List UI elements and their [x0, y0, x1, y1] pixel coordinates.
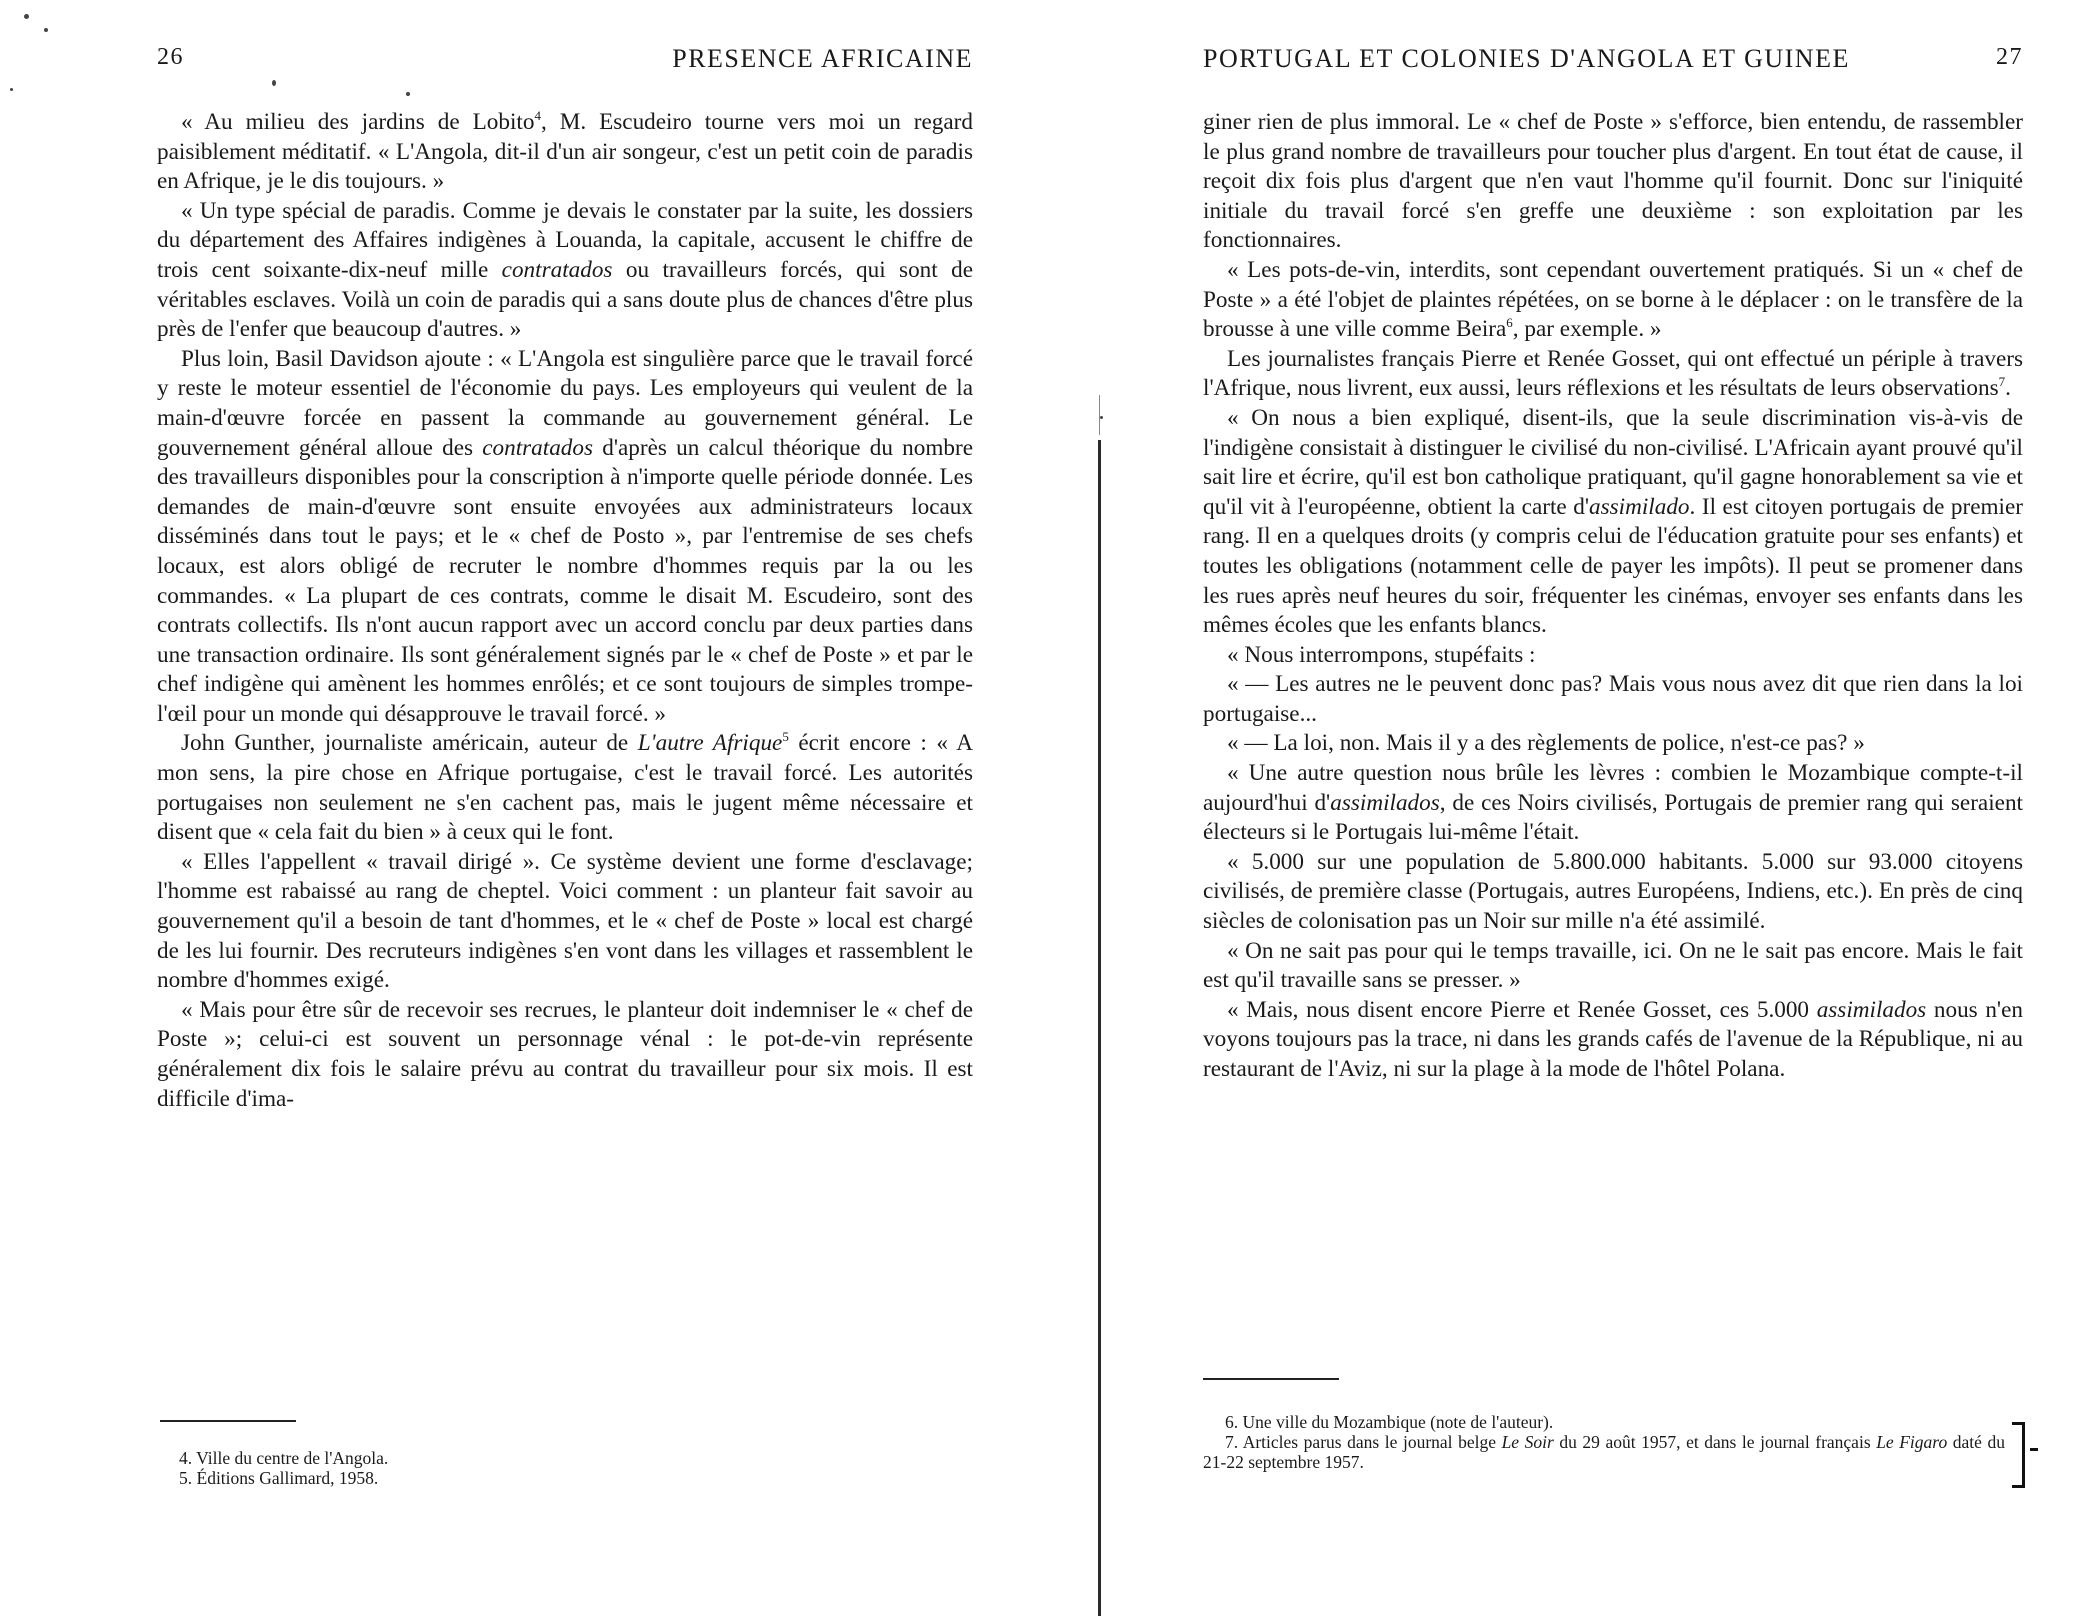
- scan-speck: [406, 92, 410, 96]
- left-body-text: [157, 108, 973, 1114]
- left-footnotes: [157, 1448, 973, 1488]
- book-gutter: [1098, 440, 1101, 1616]
- scan-speck: [272, 80, 276, 86]
- footnote-rule: [1203, 1378, 1339, 1380]
- right-footnotes: [1203, 1412, 2005, 1472]
- left-page-number: 26: [157, 44, 184, 70]
- footnote-7: 7. Articles parus dans le journal belge Le Soir du 29 août 1957, et dans le journal français Le Figaro daté du 21-22 septembre 1957.: [1203, 1432, 2005, 1472]
- footnote-5: 5. Éditions Gallimard, 1958.: [179, 1468, 379, 1488]
- gutter-shadow: [1099, 395, 1100, 435]
- paragraph: « Un type spécial de paradis. Comme je devais le constater par la suite, les dossiers du département des Affaires indigènes à Louanda, la capitale, accusent le chiffre de trois cent soixante-dix-neuf mille contratados ou travailleurs forcés, qui sont de véritables esclaves. Voilà un coin de paradis qui a sans doute plus de chances d'être plus près de l'enfer que beaucoup d'autres. »: [157, 197, 973, 343]
- scan-speck: [1100, 416, 1103, 419]
- right-page: [1203, 0, 2023, 1616]
- paragraph: « Nous interrompons, stupéfaits :: [1227, 641, 1536, 668]
- paragraph: « — La loi, non. Mais il y a des règlements de police, n'est-ce pas? »: [1227, 730, 1865, 757]
- footnote-ref-7: 7: [1998, 374, 2006, 390]
- paragraph: « On ne sait pas pour qui le temps travaille, ici. On ne le sait pas encore. Mais le fait est qu'il travaille sans se presser. »: [1203, 937, 2023, 994]
- paragraph: « Mais, nous disent encore Pierre et Renée Gosset, ces 5.000 assimilados nous n'en voyons toujours pas la trace, ni dans les grands cafés de l'avenue de la République, ni au restaurant de l'Aviz, ni sur la plage à la mode de l'hôtel Polana.: [1203, 996, 2023, 1082]
- paragraph: « 5.000 sur une population de 5.800.000 habitants. 5.000 sur 93.000 citoyens civilisés, de première classe (Portugais, autres Européens, Indiens, etc.). En près de cinq siècles de colonisation pas un Noir sur mille n'a été assimilé.: [1203, 848, 2023, 935]
- paragraph: « Au milieu des jardins de Lobito$^4$, M. Escudeiro tourne vers moi un regard paisiblement méditatif. « L'Angola, dit-il d'un air songeur, c'est un petit coin de paradis en Afrique, je le dis toujours. »: [157, 108, 973, 195]
- right-running-title: PORTUGAL ET COLONIES D'ANGOLA ET GUINEE: [1203, 44, 1850, 73]
- right-body-text: [1203, 108, 2023, 1085]
- paragraph: John Gunther, journaliste américain, auteur de L'autre Afrique$^5$ écrit encore : « A mon sens, la pire chose en Afrique portugaise, c'est le travail forcé. Les autorités portugaises non seulement ne s'en cachent pas, mais le jugent même nécessaire et disent que « cela fait du bien » à ceux qui le font.: [157, 729, 973, 846]
- paragraph: « On nous a bien expliqué, disent-ils, que la seule discrimination vis-à-vis de l'indigène consistait à distinguer le civilisé du non-civilisé. L'Africain ayant prouvé qu'il sait lire et écrire, qu'il est bon catholique pratiquant, qu'il gagne honorablement sa vie et qu'il vit à l'européenne, obtient la carte d'assimilado. Il est citoyen portugais de premier rang. Il en a quelques droits (y compris celui de l'éducation gratuite pour ses enfants) et toutes les obligations (notamment celle de payer les impôts). Il peut se promener dans les rues après neuf heures du soir, fréquenter les cinémas, envoyer ses enfants dans les mêmes écoles que les enfants blancs.: [1203, 404, 2023, 639]
- left-page: [157, 0, 973, 1616]
- scan-speck: [10, 88, 13, 91]
- left-running-title: PRESENCE AFRICAINE: [672, 44, 973, 73]
- left-running-header: [157, 44, 973, 80]
- scan-speck: [44, 28, 48, 32]
- paragraph: « Elles l'appellent « travail dirigé ». Ce système devient une forme d'esclavage; l'homme est rabaissé au rang de cheptel. Voici comment : un planteur fait savoir au gouvernement qu'il a besoin de tant d'hommes, et le « chef de Poste » local est chargé de les lui fournir. Des recruteurs indigènes s'en vont dans les villages et rassemblent le nombre d'hommes exigé.: [157, 848, 973, 994]
- paragraph: Plus loin, Basil Davidson ajoute : « L'Angola est singulière parce que le travail forcé y reste le moteur essentiel de l'économie du pays. Les employeurs qui veulent de la main-d'œuvre forcée en passent la commande au gouvernement général. Le gouvernement général alloue des contratados d'après un calcul théorique du nombre des travailleurs disponibles pour la conscription à n'importe quelle période donnée. Les demandes de main-d'œuvre sont ensuite envoyées aux administrateurs locaux disséminés dans tout le pays; et le « chef de Posto », par l'entremise de ses chefs locaux, est alors obligé de recruter le nombre d'hommes requis par la ou les commandes. « La plupart de ces contrats, comme le disait M. Escudeiro, sont des contrats collectifs. Ils n'ont aucun rapport avec un accord conclu par deux parties dans une transaction ordinaire. Ils sont généralement signés par le « chef de Poste » et par le chef indigène qui amènent les hommes enrôlés; et ce sont toujours de simples trompe-l'œil pour un monde qui désapprouve le travail forcé. »: [157, 345, 974, 727]
- footnote-ref-6: 6: [1506, 315, 1513, 331]
- footnote-rule: [160, 1420, 296, 1422]
- right-running-header: [1203, 44, 2023, 80]
- paragraph: Les journalistes français Pierre et Renée Gosset, qui ont effectué un périple à travers l'Afrique, nous livrent, eux aussi, leurs réflexions et les résultats de leurs observations$^7$.: [1203, 345, 2023, 402]
- scan-speck: [24, 14, 29, 19]
- footnote-ref-5: 5: [782, 729, 789, 745]
- paragraph: giner rien de plus immoral. Le « chef de Poste » s'efforce, bien entendu, de rassembler le plus grand nombre de travailleurs pour toucher plus d'argent. En tout état de cause, il reçoit dix fois plus d'argent que n'en vaut l'homme qu'il fournit. Donc sur l'iniquité initiale du travail forcé s'en greffe une deuxième : son exploitation par les fonctionnaires.: [1203, 109, 2023, 254]
- paragraph: « Les pots-de-vin, interdits, sont cependant ouvertement pratiqués. Si un « chef de Poste » a été l'objet de plaintes répétées, on se borne à le déplacer : on le transfère de la brousse à une ville comme Beira$^6$, par exemple. »: [1203, 256, 2023, 343]
- footnote-ref-4: 4: [534, 108, 541, 123]
- margin-bracket-mark: [2012, 1422, 2025, 1488]
- footnote-6: 6. Une ville du Mozambique (note de l'auteur).: [1225, 1412, 1554, 1432]
- paragraph: « Une autre question nous brûle les lèvres : combien le Mozambique compte-t-il aujourd'hui d'assimilados, de ces Noirs civilisés, Portugais de premier rang qui seraient électeurs si le Portugais lui-même l'était.: [1203, 760, 2023, 846]
- footnote-4: 4. Ville du centre de l'Angola.: [179, 1448, 389, 1468]
- right-page-number: 27: [1996, 44, 2023, 70]
- margin-dash-mark: [2030, 1448, 2038, 1451]
- paragraph: « — Les autres ne le peuvent donc pas? Mais vous nous avez dit que rien dans la loi portugaise...: [1203, 671, 2023, 727]
- paragraph: « Mais pour être sûr de recevoir ses recrues, le planteur doit indemniser le « chef de Poste »; celui-ci est souvent un personnage vénal : le pot-de-vin représente généralement dix fois le salaire prévu au contrat du travailleur pour six mois. Il est difficile d'ima-: [157, 996, 973, 1112]
